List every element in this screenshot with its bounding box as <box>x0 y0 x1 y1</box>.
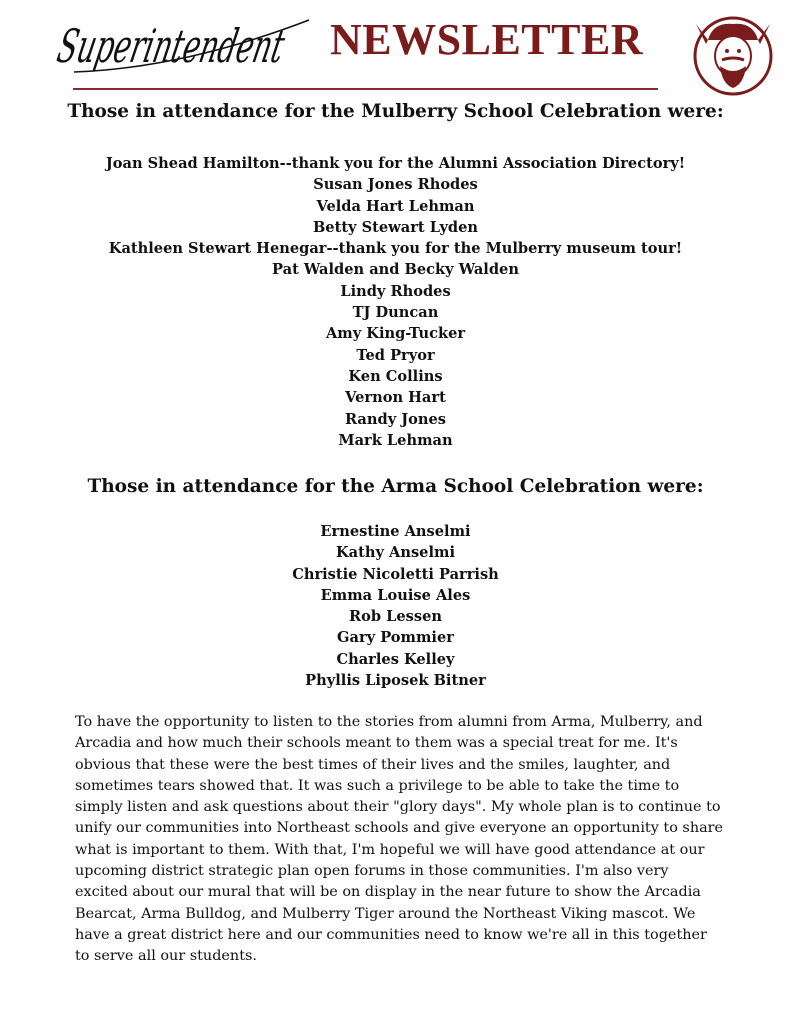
mulberry-attendee-list <box>0 153 791 451</box>
attendee-name: Amy King-Tucker <box>325 325 466 343</box>
attendee-name: Betty Stewart Lyden <box>312 218 479 236</box>
attendee-name: Kathy Anselmi <box>335 544 456 562</box>
arma-attendee-list <box>0 521 791 691</box>
attendee-name: TJ Duncan <box>352 304 439 322</box>
viking-mascot-svg <box>688 10 778 100</box>
attendee-name: Joan Shead Hamilton--thank you for the Alumni Association Directory! <box>105 155 686 172</box>
attendee-name: Randy Jones <box>344 410 447 428</box>
superintendent-script-svg <box>52 2 381 82</box>
newsletter-title: NEWSLETTER <box>330 15 644 64</box>
attendee-name: Ken Collins <box>348 367 443 385</box>
closing-paragraph: To have the opportunity to listen to the stories from alumni from Arma, Mulberry, and Arcadia and how much their schools meant to them was a special treat for me. It's obvious that these were the best times of their lives and the smiles, laughter, and sometimes tears showed that. It was such a privilege to be able to take the time to simply listen and ask questions about their "glory days". My whole plan is to continue to unify our communities into Northeast schools and give everyone an opportunity to share what is important to them. With that, I'm hopeful we will have good attendance at our upcoming district strategic plan open forums in those communities. I'm also very excited about our mural that will be on display in the near future to show the Arcadia Bearcat, Arma Bulldog, and Mulberry Tiger around the Northeast Viking mascot. We have a great district here and our communities need to know we're all in this together to serve all our students. <box>75 714 724 965</box>
attendee-name: Susan Jones Rhodes <box>313 176 478 194</box>
mulberry-heading: Those in attendance for the Mulberry School Celebration were: <box>67 101 724 122</box>
header-divider <box>73 88 658 90</box>
attendee-name: Vernon Hart <box>345 389 446 407</box>
attendee-name: Pat Walden and Becky Walden <box>272 261 519 279</box>
attendee-name: Christie Nicoletti Parrish <box>292 565 499 583</box>
attendee-name: Kathleen Stewart Henegar--thank you for the Mulberry museum tour! <box>108 240 683 258</box>
script-title-text: Superintendent <box>52 19 381 74</box>
attendee-name: Ernestine Anselmi <box>320 523 471 540</box>
attendee-name: Lindy Rhodes <box>340 282 451 300</box>
superintendent-script-title <box>52 2 381 82</box>
attendee-name: Velda Hart Lehman <box>316 197 475 215</box>
attendee-name: Charles Kelley <box>336 650 455 668</box>
attendee-name: Phyllis Liposek Bitner <box>305 672 486 690</box>
attendee-name: Ted Pryor <box>356 346 435 364</box>
viking-mascot-icon <box>688 10 778 100</box>
attendee-name: Gary Pommier <box>337 629 454 647</box>
attendee-name: Mark Lehman <box>338 431 453 449</box>
arma-heading: Those in attendance for the Arma School Celebration were: <box>87 476 704 497</box>
attendee-name: Rob Lessen <box>348 608 443 626</box>
attendee-name: Emma Louise Ales <box>320 586 471 604</box>
newsletter-header <box>0 0 791 100</box>
